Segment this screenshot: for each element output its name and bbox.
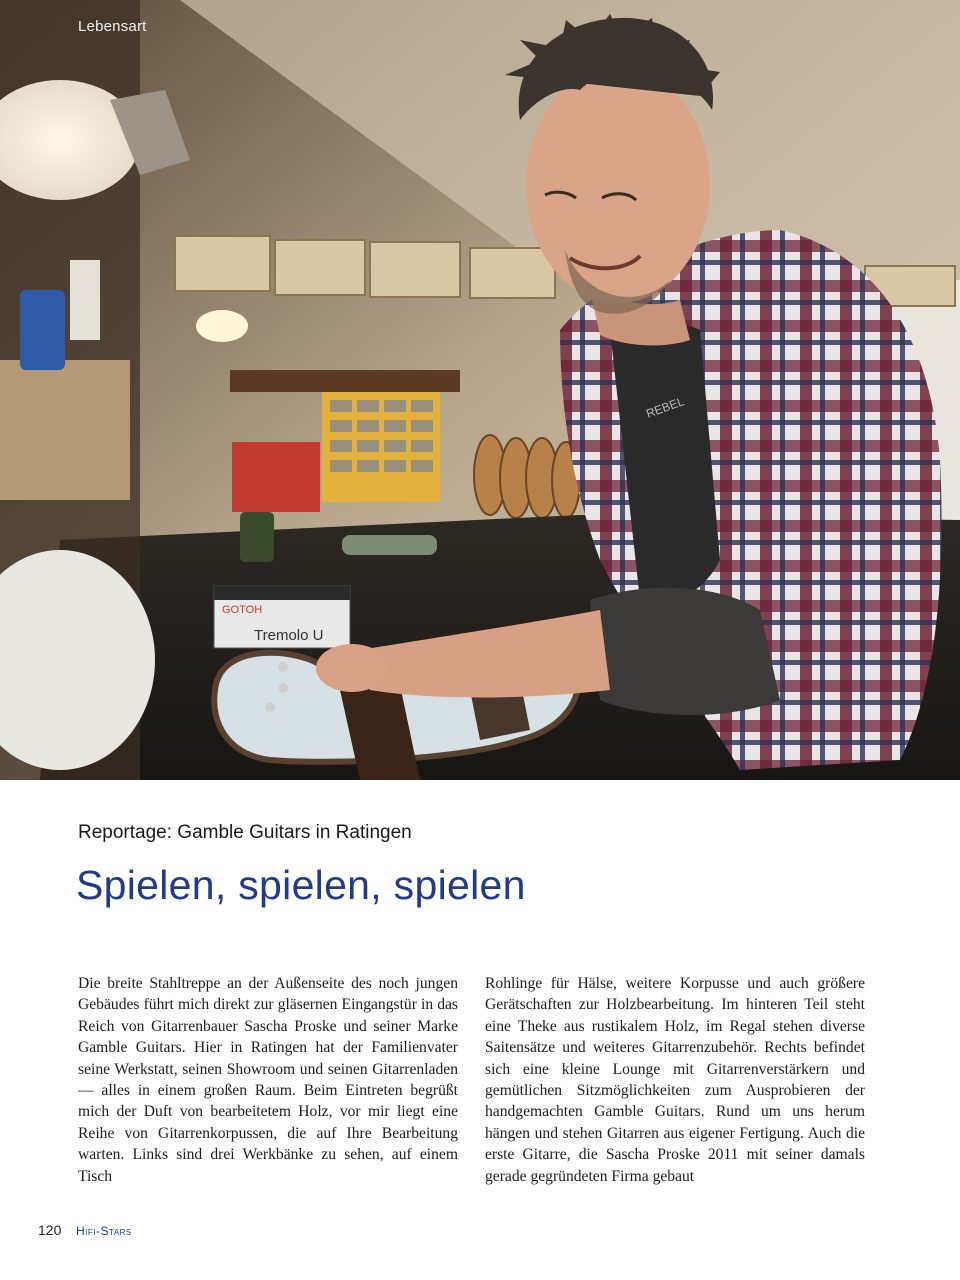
- article-headline: Spielen, spielen, spielen: [76, 862, 526, 908]
- article-kicker: Reportage: Gamble Guitars in Ratingen: [78, 822, 412, 843]
- tremolo-box-brand: GOTOH: [222, 604, 263, 616]
- article-column-left: [78, 973, 458, 1193]
- tremolo-box-label: Tremolo U: [254, 627, 324, 644]
- section-label: Lebensart: [78, 18, 147, 35]
- magazine-name: Hifi-Stars: [76, 1224, 132, 1238]
- shirt-print: REBEL: [644, 394, 687, 421]
- page-number: 120: [38, 1222, 62, 1238]
- body-paragraph-right: Rohlinge für Hälse, weitere Korpusse und auch größere Gerätschaften zur Holzbearbeitung. Im hinteren Teil steht eine Theke aus rustikalem Holz, im Regal stehen diverse Saitensätze und weiteres Gitarrenzubehör. Rechts befindet sich eine kleine Lounge mit Gitarrenverstärkern und gemütlichen Sitzmöglichkeiten zum Ausprobieren der handgemachten Gamble Guitars. Rund um uns herum hängen und stehen Gitarren aus eigener Fertigung. Auch die erste Gitarre, die Sascha Proske 2011 mit seiner damals gerade gegründeten Firma gebaut: [485, 975, 865, 1185]
- body-paragraph-left: Die breite Stahltreppe an der Außenseite des noch jungen Gebäudes führt mich direkt zur gläsernen Eingangstür in das Reich von Gitarrenbauer Sascha Proske und seiner Marke Gamble Guitars. Hier in Ratingen hat der Familienvater seine Werkstatt, seinen Showroom und seinen Gitarrenladen — alles in einem großen Raum. Beim Eintreten begrüßt mich der Duft von bearbeitetem Holz, vor mir liegt eine Reihe von Gitarrenkorpussen, die auf Ihre Bearbeitung warten. Links sind drei Werkbänke zu sehen, auf einem Tisch: [78, 975, 458, 1185]
- article-column-right: [485, 973, 865, 1193]
